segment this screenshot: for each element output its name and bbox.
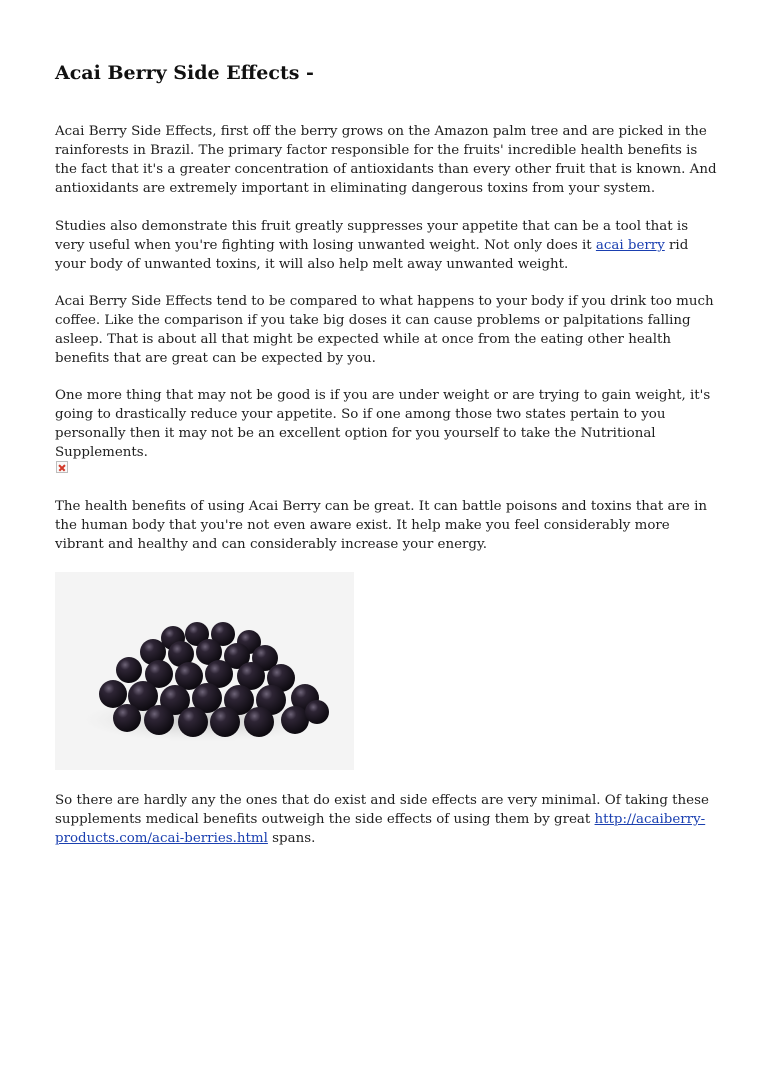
paragraph-appetite-text-1: Studies also demonstrate this fruit greatly suppresses your appetite that can be a tool that is very useful when you're fighting with losing unwanted weight. Not only does it [55, 219, 689, 253]
paragraph-appetite-text-2: rid your body of unwanted toxins, it will also help melt away unwanted weight. [55, 238, 689, 272]
acai-berries-photo [55, 572, 354, 770]
paragraph-conclusion-text-1: So there are hardly any the ones that do exist and side effects are very minimal. Of taking these supplements medical benefits outweigh the side effects of using them by great [55, 793, 709, 827]
acai-berries-illustration [55, 572, 354, 770]
page-title: Acai Berry Side Effects - [55, 62, 314, 84]
paragraph-conclusion-text-2: spans. [267, 831, 316, 846]
paragraph-coffee: Acai Berry Side Effects tend to be compared to what happens to your body if you drink too much coffee. Like the comparison if you take big doses it can cause problems or palpitations falling asleep. That is about all that might be expected while at once from the eating other health benefits that are great can be expected by you. [55, 294, 714, 366]
paragraph-weight: One more thing that may not be good is if you are under weight or are trying to gain weight, it's going to drastically reduce your appetite. So if one among those two states pertain to you personally then it may not be an excellent option for you yourself to take the Nutritional Supplements. [55, 388, 711, 460]
broken-image-icon [56, 461, 68, 473]
acai-products-link[interactable]: http://acaiberry-products.com/acai-berries.html [55, 812, 706, 846]
paragraph-intro: Acai Berry Side Effects, first off the berry grows on the Amazon palm tree and are picked in the rainforests in Brazil. The primary factor responsible for the fruits' incredible health benefits is the fact that it's a greater concentration of antioxidants than every other fruit that is known. And antioxidants are extremely important in eliminating dangerous toxins from your system. [55, 124, 717, 196]
paragraph-conclusion [55, 791, 720, 848]
acai-berry-link[interactable]: acai berry [595, 238, 665, 253]
paragraph-benefits: The health benefits of using Acai Berry can be great. It can battle poisons and toxins that are in the human body that you're not even aware exist. It help make you feel considerably more vibrant and healthy and can considerably increase your energy. [55, 499, 708, 552]
paragraph-appetite [55, 217, 720, 274]
